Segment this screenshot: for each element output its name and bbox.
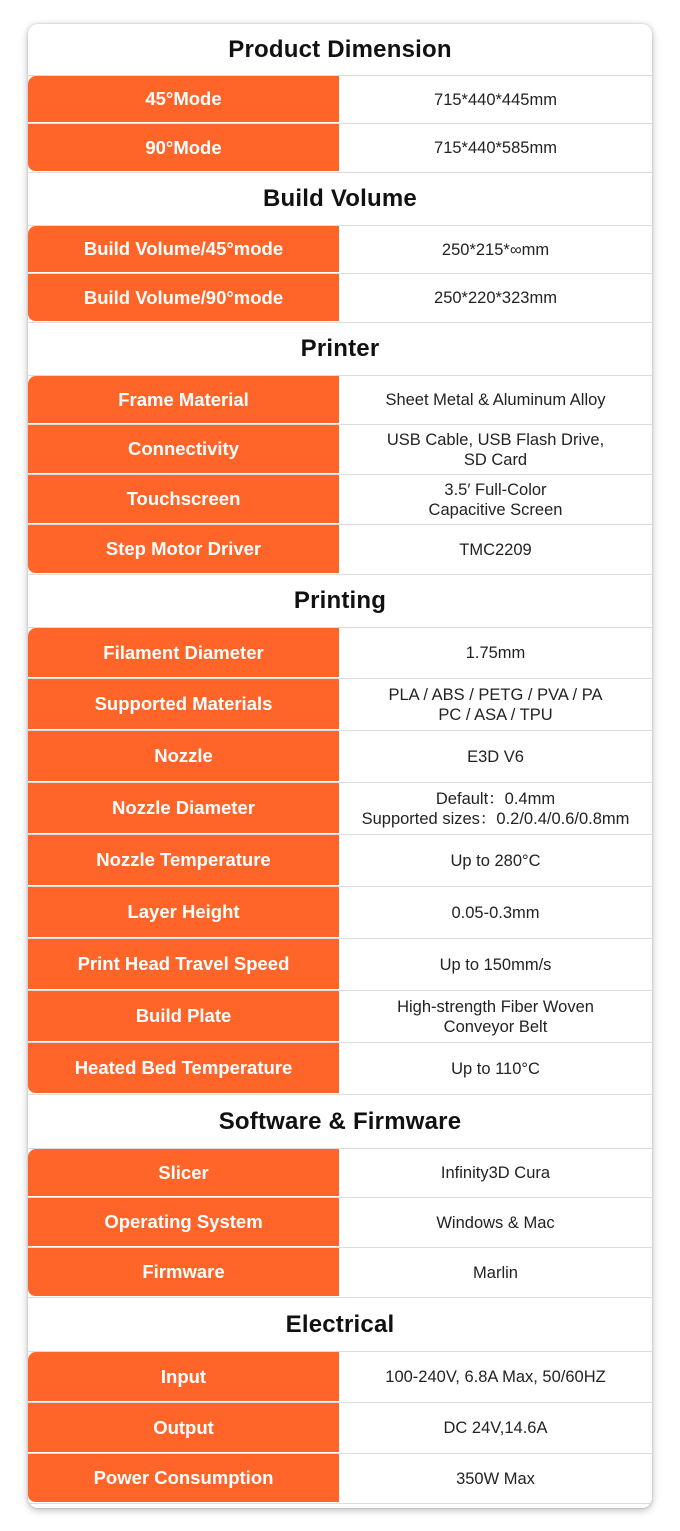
spec-label: Nozzle Temperature	[28, 835, 339, 886]
spec-label: 90°Mode	[28, 124, 339, 172]
spec-row	[28, 731, 652, 783]
spec-table-printing	[28, 627, 652, 1095]
spec-value: DC 24V,14.6A	[443, 1419, 548, 1437]
spec-row	[28, 124, 652, 173]
spec-label: Firmware	[28, 1248, 339, 1297]
section-title-electrical: Electrical	[285, 1310, 395, 1338]
spec-label: Nozzle	[28, 731, 339, 782]
spec-value: Infinity3D Cura	[440, 1164, 551, 1182]
spec-label: Connectivity	[28, 425, 339, 474]
spec-sheet-card	[28, 24, 652, 1508]
spec-label: Operating System	[28, 1198, 339, 1247]
spec-value: 250*215*∞mm	[441, 240, 550, 259]
spec-row	[28, 783, 652, 835]
spec-value: Default：0.4mm Supported sizes：0.2/0.4/0.6/0.8mm	[361, 789, 630, 828]
spec-value: Up to 280°C	[450, 851, 541, 870]
spec-row	[28, 939, 652, 991]
spec-value: Marlin	[473, 1263, 518, 1282]
spec-table-product-dimension	[28, 75, 652, 173]
spec-table-build-volume	[28, 225, 652, 323]
spec-row	[28, 1043, 652, 1095]
spec-row	[28, 1248, 652, 1298]
spec-row	[28, 475, 652, 525]
spec-row	[28, 1198, 652, 1248]
spec-value: Up to 110°C	[451, 1059, 540, 1078]
spec-row	[28, 887, 652, 939]
spec-value: 715*440*445mm	[434, 90, 557, 109]
spec-row	[28, 627, 652, 679]
spec-row	[28, 425, 652, 475]
spec-label: Build Plate	[28, 991, 339, 1042]
spec-value: 250*220*323mm	[434, 289, 557, 307]
spec-value: 0.05-0.3mm	[451, 903, 540, 922]
spec-label: Power Consumption	[28, 1454, 339, 1503]
spec-table-software-firmware	[28, 1148, 652, 1298]
spec-row	[28, 375, 652, 425]
spec-row	[28, 1351, 652, 1403]
spec-row	[28, 274, 652, 323]
spec-label: Build Volume/45°mode	[28, 226, 339, 273]
section-title-build-volume: Build Volume	[263, 185, 417, 212]
spec-row	[28, 525, 652, 575]
spec-row	[28, 1148, 652, 1198]
spec-row	[28, 679, 652, 731]
spec-value: 100-240V, 6.8A Max, 50/60HZ	[385, 1368, 606, 1386]
spec-value: High-strength Fiber Woven Conveyor Belt	[397, 997, 594, 1036]
spec-row	[28, 225, 652, 274]
spec-table-electrical	[28, 1351, 652, 1504]
section-title-printer: Printer	[300, 335, 380, 362]
spec-row	[28, 991, 652, 1043]
spec-label: Print Head Travel Speed	[28, 939, 339, 990]
spec-label: Touchscreen	[28, 475, 339, 524]
spec-table-printer	[28, 375, 652, 575]
spec-label: Slicer	[28, 1149, 339, 1197]
spec-row	[28, 835, 652, 887]
spec-label: Step Motor Driver	[28, 525, 339, 574]
spec-value: E3D V6	[467, 747, 524, 766]
spec-label: Filament Diameter	[28, 628, 339, 678]
spec-label: Frame Material	[28, 376, 339, 424]
spec-label: Nozzle Diameter	[28, 783, 339, 834]
spec-row	[28, 75, 652, 124]
spec-label: 45°Mode	[28, 76, 339, 123]
spec-value: 350W Max	[456, 1469, 535, 1488]
spec-label: Supported Materials	[28, 679, 339, 730]
spec-label: Build Volume/90°mode	[28, 274, 339, 322]
spec-label: Layer Height	[28, 887, 339, 938]
section-title-printing: Printing	[293, 587, 387, 614]
spec-label: Heated Bed Temperature	[28, 1043, 339, 1094]
section-title-software-firmware: Software & Firmware	[218, 1107, 462, 1135]
spec-value: 3.5′ Full-Color Capacitive Screen	[428, 480, 563, 519]
spec-row	[28, 1454, 652, 1504]
spec-row	[28, 1403, 652, 1454]
spec-value: USB Cable, USB Flash Drive, SD Card	[386, 430, 605, 469]
spec-value: PLA / ABS / PETG / PVA / PA PC / ASA / TPU	[388, 685, 603, 724]
spec-value: 715*440*585mm	[434, 139, 557, 157]
spec-value: Sheet Metal & Aluminum Alloy	[385, 391, 606, 409]
spec-value: TMC2209	[459, 540, 532, 559]
spec-label: Output	[28, 1403, 339, 1453]
spec-label: Input	[28, 1352, 339, 1402]
spec-value: Windows & Mac	[436, 1213, 555, 1232]
section-title-product-dimension: Product Dimension	[228, 35, 452, 63]
spec-value: Up to 150mm/s	[439, 955, 552, 974]
spec-value: 1.75mm	[465, 644, 526, 662]
